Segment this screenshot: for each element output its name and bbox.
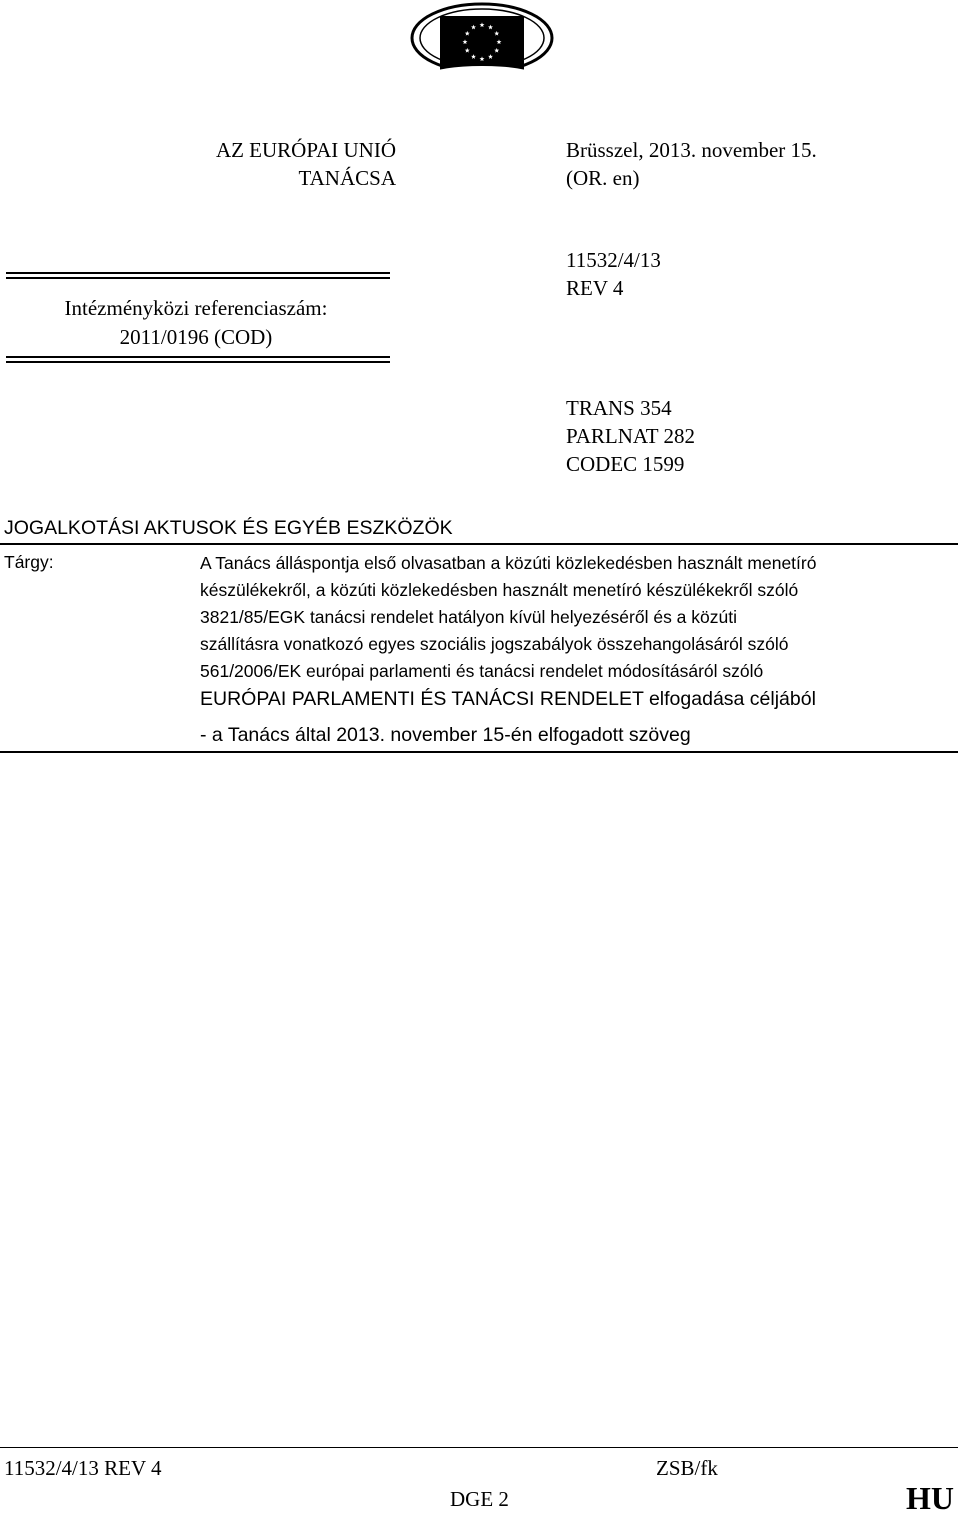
doc-revision: REV 4 [566, 276, 624, 300]
ref-bottom-rule [6, 356, 390, 363]
doc-number: 11532/4/13 [566, 248, 661, 272]
code-parlnat: PARLNAT 282 [566, 424, 695, 448]
file-codes [566, 394, 695, 478]
footer-doc-ref: 11532/4/13 REV 4 [4, 1456, 162, 1480]
document-number [566, 246, 661, 302]
interinstitutional-value: 2011/0196 (COD) [119, 325, 273, 349]
date-block [566, 136, 817, 192]
subject-line-4: szállításra vonatkozó egyes szociális jogszabályok összehangolásáról szóló [200, 634, 789, 654]
code-trans: TRANS 354 [566, 396, 672, 420]
section-heading: JOGALKOTÁSI AKTUSOK ÉS EGYÉB ESZKÖZÖK [4, 517, 453, 539]
subject-line-5: 561/2006/EK európai parlamenti és tanácsi rendelet módosításáról szóló [200, 661, 764, 681]
issuer-name [160, 136, 396, 192]
subject-regulation-title: EURÓPAI PARLAMENTI ÉS TANÁCSI RENDELET elfogadása céljából [200, 688, 816, 710]
heading-rule [0, 543, 958, 545]
footer-rule [0, 1447, 958, 1448]
footer-initials: ZSB/fk [656, 1456, 718, 1480]
issuer-line-1: AZ EURÓPAI UNIÓ [215, 138, 396, 162]
eu-council-logo-icon [410, 2, 554, 74]
subject-label: Tárgy: [4, 552, 54, 572]
interinstitutional-label: Intézményközi referenciaszám: [64, 296, 328, 320]
subject-adopted-note: - a Tanács által 2013. november 15-én elfogadott szöveg [200, 724, 691, 746]
issuer-line-2: TANÁCSA [298, 166, 396, 190]
place-date: Brüsszel, 2013. november 15. [566, 138, 817, 162]
subject-line-1: A Tanács álláspontja első olvasatban a közúti közlekedésben használt menetíró [200, 553, 817, 573]
subject-line-3: 3821/85/EGK tanácsi rendelet hatályon kívül helyezéséről és a közúti [200, 607, 737, 627]
interinstitutional-reference [20, 294, 372, 352]
subject-bottom-rule [0, 751, 958, 753]
code-codec: CODEC 1599 [566, 452, 685, 476]
original-language: (OR. en) [566, 166, 640, 190]
footer-language: HU [906, 1480, 954, 1516]
subject-line-2: készülékekről, a közúti közlekedésben használt menetíró készülékekről szóló [200, 580, 799, 600]
ref-top-rule [6, 272, 390, 279]
subject-text [200, 550, 958, 749]
footer-dg: DGE 2 [450, 1487, 509, 1511]
